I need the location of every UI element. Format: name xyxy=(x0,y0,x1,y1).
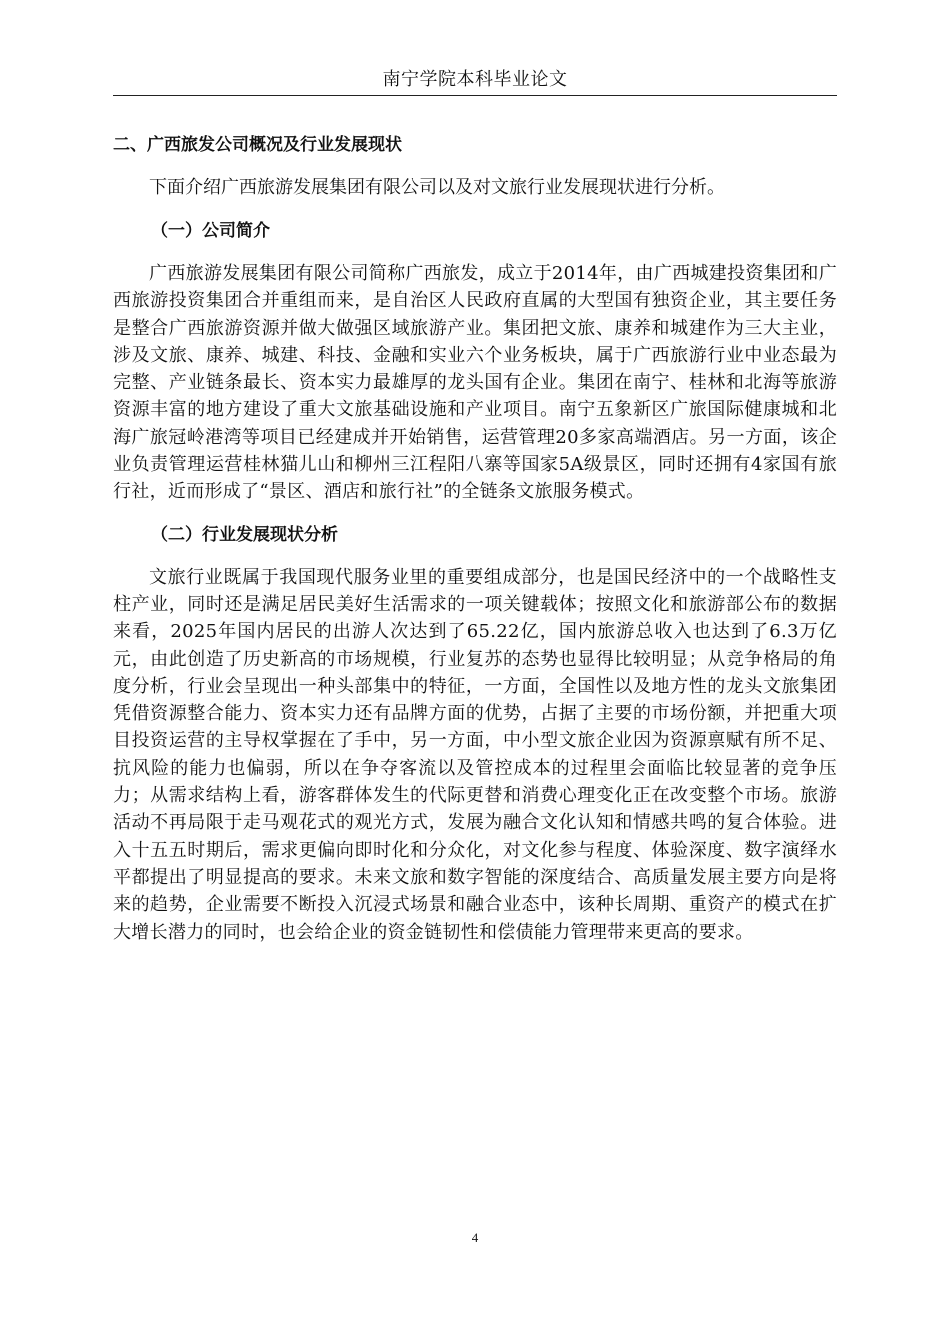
subsection-heading-company: （一）公司简介 xyxy=(151,221,270,241)
company-profile-paragraph: 广西旅游发展集团有限公司简称广西旅发，成立于2014年，由广西城建投资集团和广西旅游投资集团合并重组而来，是自治区人民政府直属的大型国有独资企业，其主要任务是整合广西旅游资源并做大做强区域旅游产业。集团把文旅、康养和城建作为三大主业，涉及文旅、康养、城建、科技、金融和实业六个业务板块，属于广西旅游行业中业态最为完整、产业链条最长、资本实力最雄厚的龙头国有企业。集团在南宁、桂林和北海等旅游资源丰富的地方建设了重大文旅基础设施和产业项目。南宁五象新区广旅国际健康城和北海广旅冠岭港湾等项目已经建成并开始销售，运营管理20多家高端酒店。另一方面，该企业负责管理运营桂林猫儿山和柳州三江程阳八寨等国家5A级景区，同时还拥有4家国有旅行社，近而形成了“景区、酒店和旅行社”的全链条文旅服务模式。 xyxy=(113,263,837,503)
main-content xyxy=(113,132,837,946)
header-divider xyxy=(113,95,837,96)
section-heading: 二、广西旅发公司概况及行业发展现状 xyxy=(113,135,402,155)
section-intro: 下面介绍广西旅游发展集团有限公司以及对文旅行业发展现状进行分析。 xyxy=(149,177,725,198)
industry-analysis-paragraph: 文旅行业既属于我国现代服务业里的重要组成部分，也是国民经济中的一个战略性支柱产业，同时还是满足居民美好生活需求的一项关键载体；按照文化和旅游部公布的数据来看，2025年国内居民的出游人次达到了65.22亿，国内旅游总收入也达到了6.3万亿元，由此创造了历史新高的市场规模，行业复苏的态势也显得比较明显；从竞争格局的角度分析，行业会呈现出一种头部集中的特征，一方面，全国性以及地方性的龙头文旅集团凭借资源整合能力、资本实力还有品牌方面的优势，占据了主要的市场份额，并把重大项目投资运营的主导权掌握在了手中，另一方面，中小型文旅企业因为资源禀赋有所不足、抗风险的能力也偏弱，所以在争夺客流以及管控成本的过程里会面临比较显著的竞争压力；从需求结构上看，游客群体发生的代际更替和消费心理变化正在改变整个市场。旅游活动不再局限于走马观花式的观光方式，发展为融合文化认知和情感共鸣的复合体验。进入十五五时期后，需求更偏向即时化和分众化，对文化参与程度、体验深度、数字演绎水平都提出了明显提高的要求。未来文旅和数字智能的深度结合、高质量发展主要方向是将来的趋势，企业需要不断投入沉浸式场景和融合业态中，该种长周期、重资产的模式在扩大增长潜力的同时，也会给企业的资金链韧性和偿债能力管理带来更高的要求。 xyxy=(113,566,837,943)
page-number: 4 xyxy=(471,1230,479,1245)
page-header-title: 南宁学院本科毕业论文 xyxy=(382,69,568,90)
subsection-heading-industry: （二）行业发展现状分析 xyxy=(151,524,338,545)
